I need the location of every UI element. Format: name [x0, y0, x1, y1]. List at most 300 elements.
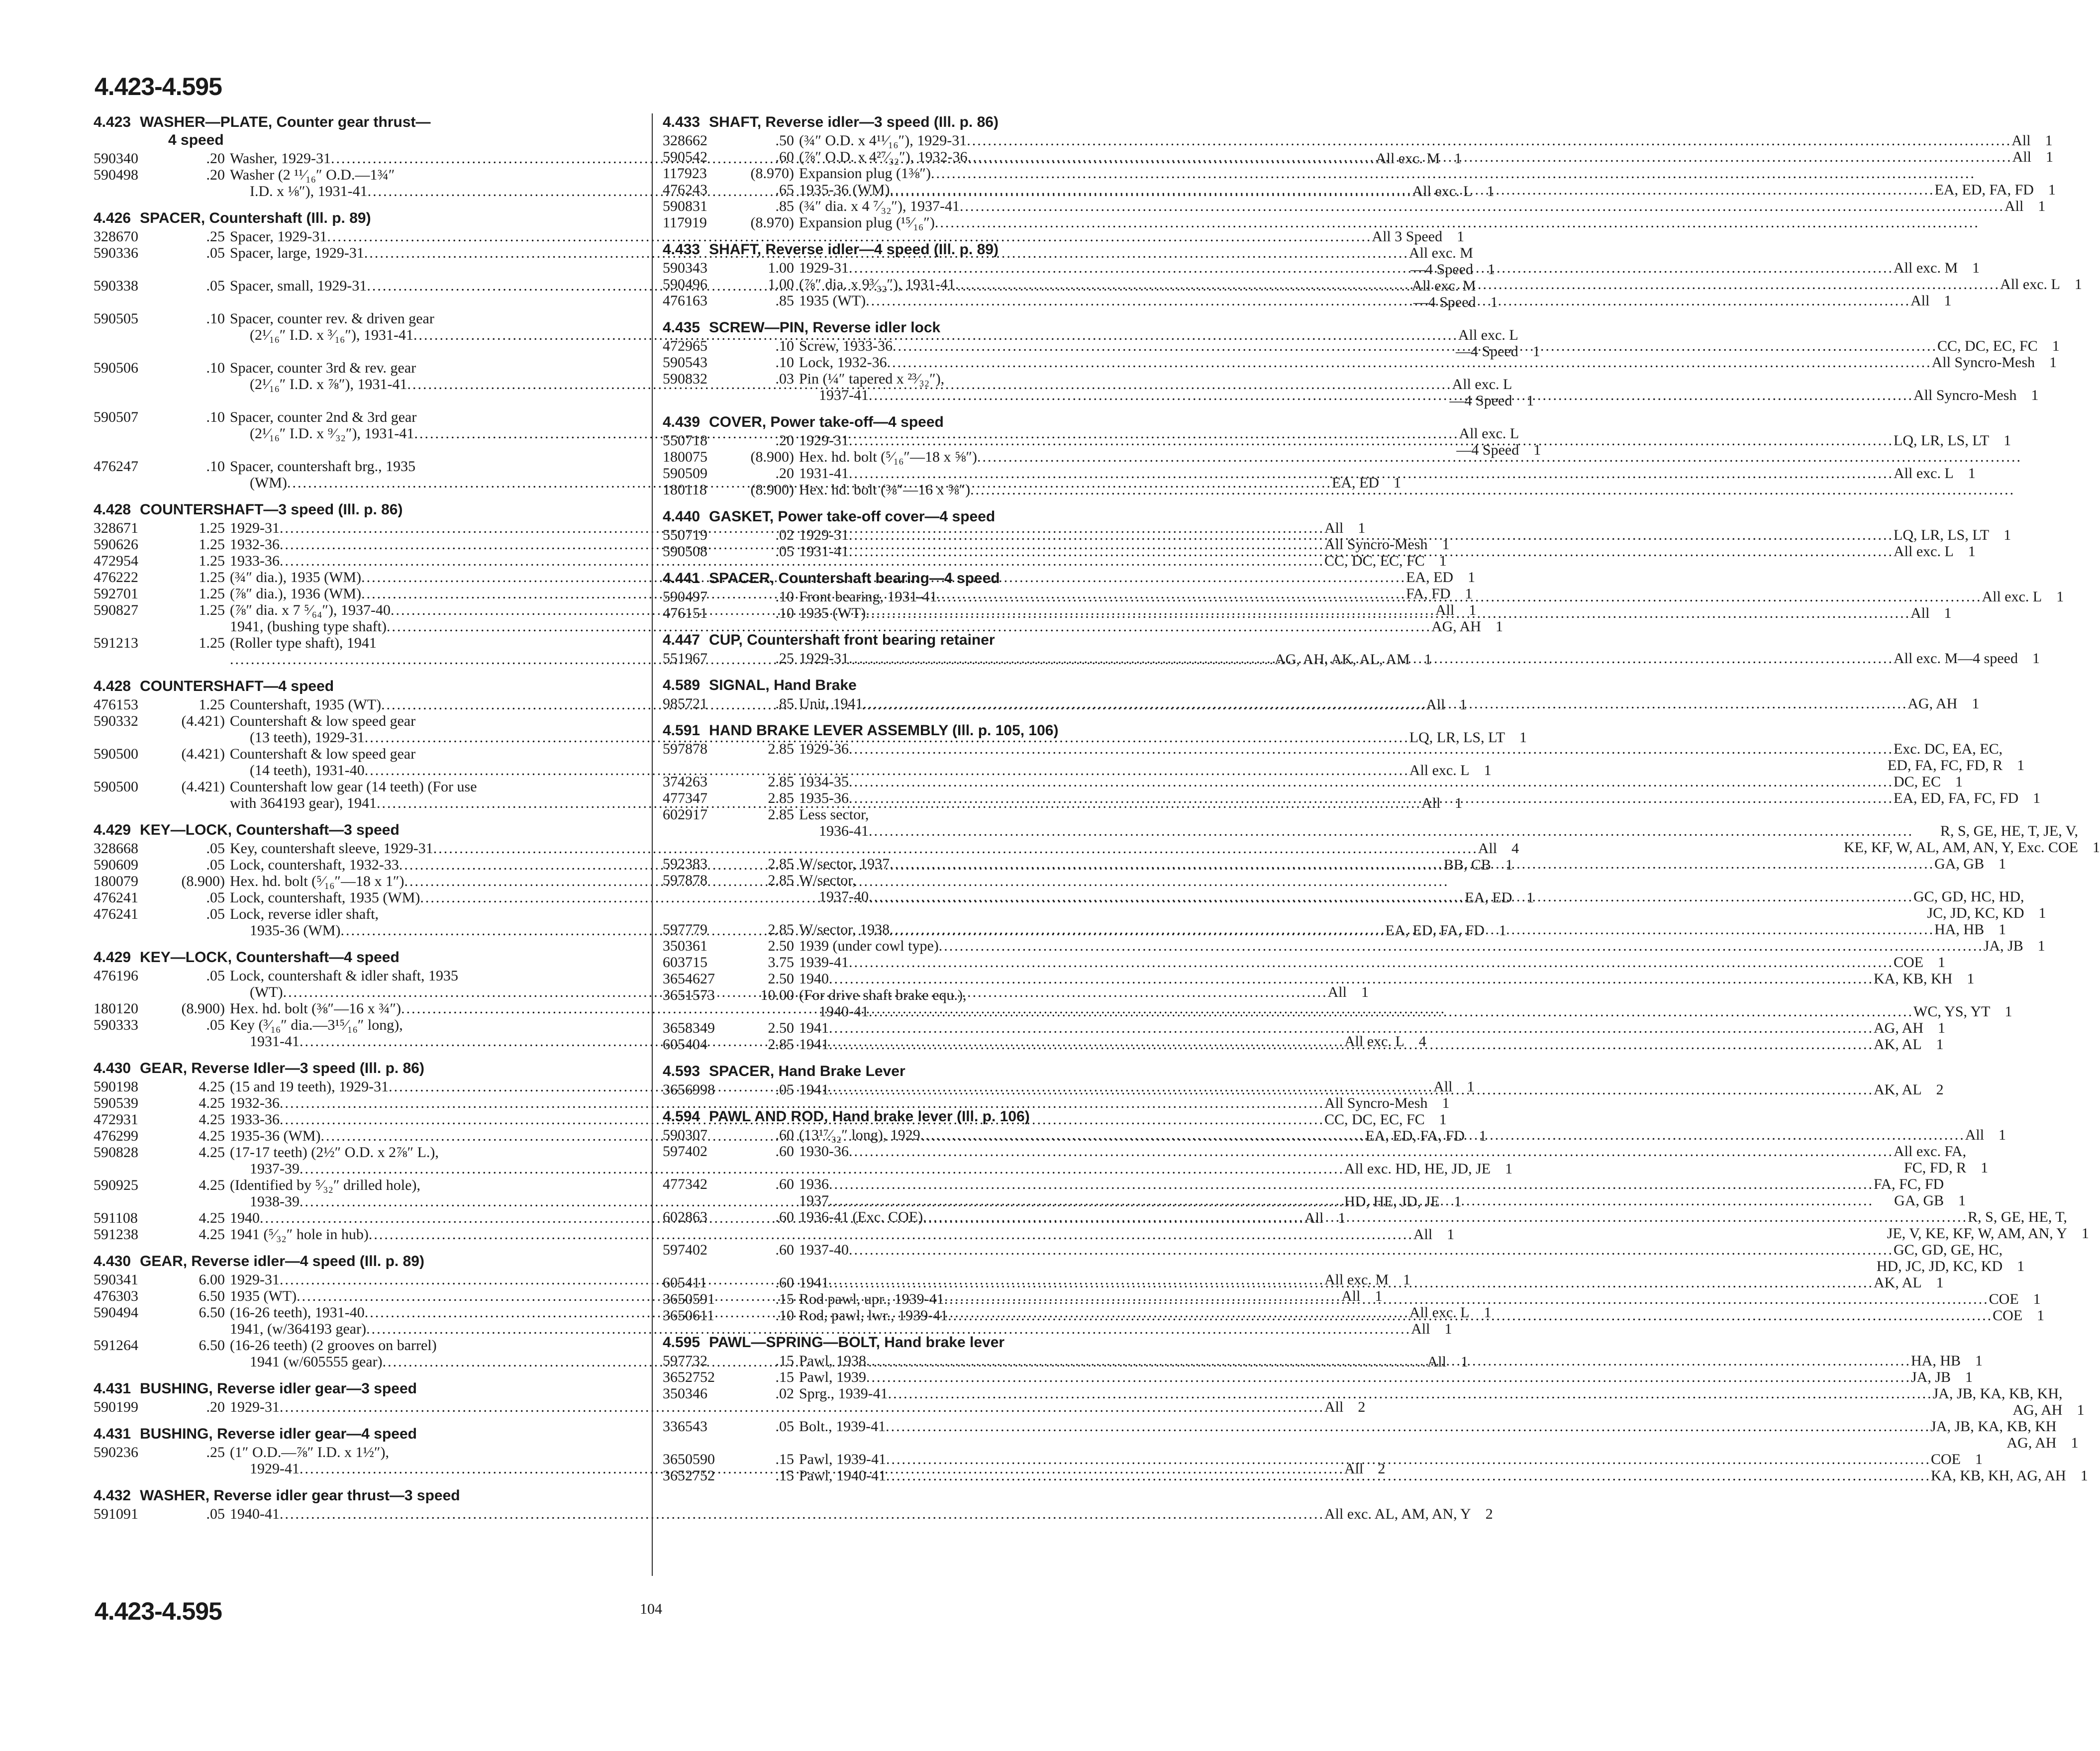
section-heading [663, 319, 1208, 337]
model-applicability: All exc. L [1344, 1033, 1404, 1050]
model-applicability: AG, AH [1907, 695, 1958, 712]
part-quantity: 1 [1403, 1271, 1411, 1288]
part-number: 605404 [663, 1036, 707, 1053]
part-number: 590831 [663, 198, 707, 214]
part-row [94, 228, 1465, 245]
model-applicability: BB, CB [1443, 857, 1491, 873]
model-applicability: DC, EC [1894, 774, 1941, 790]
description-line [799, 695, 1957, 712]
part-price: .03 [775, 371, 794, 387]
leader-dots [937, 588, 1982, 605]
description-line [799, 888, 2024, 905]
model-applicability: HD, HE, JD, JE [1344, 1193, 1440, 1210]
part-number: 550719 [663, 527, 707, 543]
part-price: 10.00 [760, 987, 794, 1003]
part-quantity: 1 [1936, 1036, 1944, 1053]
description-text: 1941 (⁵⁄₃₂″ hole in hub) [230, 1226, 369, 1243]
part-price: .10 [206, 310, 225, 327]
part-price: .10 [775, 605, 794, 621]
section-title: BUSHING, Reverse idler gear—3 speed [140, 1380, 417, 1397]
leader-dots [869, 387, 1913, 403]
description-text: (WT) [250, 984, 283, 1000]
part-row [663, 774, 1963, 790]
description-line [799, 482, 2015, 498]
part-quantity: 4 [1418, 1033, 1426, 1050]
part-description [799, 605, 1929, 621]
part-description [799, 1451, 1961, 1467]
description-line [799, 1451, 1961, 1467]
model-applicability: R, S, GE, HE, T, JE, V, [1940, 823, 2078, 839]
part-quantity: 1 [1519, 729, 1527, 746]
part-description [799, 182, 2034, 198]
section-heading [663, 722, 1208, 740]
section-heading [94, 678, 640, 695]
leader-dots [935, 214, 1980, 231]
section-title: SHAFT, Reverse idler—3 speed (Ill. p. 86) [709, 114, 999, 130]
description-text: 1929-31 [799, 432, 849, 449]
description-line [799, 338, 2038, 354]
part-quantity: 1 [1454, 150, 1462, 167]
part-quantity: 1 [1484, 1304, 1492, 1321]
part-price: .05 [206, 840, 225, 857]
part-quantity: 1 [2038, 198, 2046, 214]
part-quantity: 1 [2003, 527, 2011, 543]
part-row [94, 553, 1447, 569]
description-text: 1930-36 [799, 1143, 849, 1160]
part-price: 4.25 [199, 1111, 225, 1128]
description-text: Less sector, [799, 806, 869, 823]
description-line [799, 432, 1989, 449]
part-quantity: 1 [1944, 292, 1952, 309]
description-text: 1937-40 [819, 888, 869, 905]
part-number: 602863 [663, 1209, 707, 1225]
part-quantity: 1 [1499, 922, 1506, 939]
model-applicability: All exc. HD, HE, JD, JE [1344, 1161, 1491, 1177]
part-description [799, 449, 2022, 465]
model-applicability: EA, ED [1406, 569, 1454, 585]
part-quantity: 1 [1442, 1095, 1450, 1111]
model-applicability: AK, AL [1874, 1274, 1922, 1291]
part-quantity: 1 [1505, 1161, 1513, 1177]
part-price: 1.00 [768, 276, 794, 292]
section-title: PAWL—SPRING—BOLT, Hand brake lever [709, 1334, 1005, 1351]
part-number: 328662 [663, 132, 707, 149]
model-applicability: All exc. L [1412, 183, 1473, 199]
description-text: 1937 [799, 1192, 829, 1209]
leader-dots [955, 276, 2000, 292]
leader-dots [829, 1020, 1874, 1036]
model-applicability: JA, JB [1983, 938, 2023, 954]
description-text: 1933-36 [230, 553, 280, 569]
part-quantity: 1 [2048, 182, 2056, 198]
leader-dots [829, 1274, 1874, 1291]
description-text: Rod, pawl, lwr., 1939-41 [799, 1307, 948, 1324]
description-text: (13 teeth), 1929-31 [250, 729, 365, 746]
part-price: .60 [775, 1242, 794, 1258]
part-price: .60 [775, 149, 794, 165]
part-number: 590496 [663, 276, 707, 292]
part-number: 591213 [94, 635, 138, 651]
part-price: .05 [206, 278, 225, 294]
description-line [799, 1242, 2002, 1258]
section-heading [663, 570, 1208, 587]
part-number: 597402 [663, 1242, 707, 1258]
description-text: 1932-36 [230, 536, 280, 553]
description-line [799, 1192, 1944, 1209]
description-line [799, 1258, 2002, 1274]
description-text: (16-26 teeth), 1931-40 [230, 1304, 365, 1321]
description-text: Washer, 1929-31 [230, 150, 331, 167]
leader-dots [849, 260, 1894, 276]
part-number: 476153 [94, 696, 138, 713]
part-quantity: 1 [2052, 338, 2060, 354]
part-quantity: 1 [1965, 1369, 1973, 1385]
part-quantity: 1 [1468, 569, 1476, 585]
description-line [799, 1020, 1923, 1036]
part-number: 328670 [94, 228, 138, 245]
leader-dots [893, 338, 1937, 354]
description-text: Expansion plug (1⅜″) [799, 165, 931, 182]
part-description [799, 1036, 1922, 1053]
description-text: Pin (¼″ tapered x ²³⁄₃₂″), [799, 371, 945, 387]
leader-dots [970, 482, 2015, 498]
description-text: Countershaft, 1935 (WT) [230, 696, 382, 713]
part-number: 591238 [94, 1226, 138, 1243]
description-text: 1929-31 [799, 650, 849, 667]
leader-dots [849, 774, 1894, 790]
model-applicability: COE [1894, 954, 1923, 971]
part-price: (4.421) [181, 746, 225, 762]
part-number: 328671 [94, 520, 138, 536]
part-description [799, 338, 2038, 354]
model-applicability: CC, DC, EC, FC [1937, 338, 2038, 354]
column-divider [652, 113, 653, 1576]
part-price: .20 [206, 150, 225, 167]
description-text: 1940 [230, 1210, 260, 1226]
description-text: (¾″ dia.), 1935 (WM) [230, 569, 362, 585]
description-text: W/sector, 1938 [799, 921, 890, 938]
part-row [663, 132, 2053, 149]
leader-dots [866, 1369, 1911, 1385]
part-price: 4.25 [199, 1078, 225, 1095]
description-text: (WM) [250, 475, 287, 491]
section-title: GEAR, Reverse Idler—3 speed (Ill. p. 86) [140, 1060, 424, 1076]
part-number: 180120 [94, 1000, 138, 1017]
part-number: 590336 [94, 245, 138, 261]
part-quantity: 1 [1958, 1192, 1966, 1209]
model-applicability: All Syncro-Mesh [1913, 387, 2017, 403]
part-quantity: 4 [1511, 840, 1519, 857]
part-row [94, 1000, 640, 1017]
description-text: (2¹⁄₁₆″ I.D. x ⅞″), 1931-41 [250, 376, 407, 392]
part-number: 590543 [663, 354, 707, 371]
model-applicability: All exc. L [2000, 276, 2060, 292]
part-quantity: 1 [1442, 536, 1450, 553]
description-line [799, 387, 2016, 403]
part-number: 590341 [94, 1271, 138, 1288]
model-applicability: EA, ED [1331, 475, 1379, 491]
model-applicability: FA, FC, FD [1874, 1176, 1944, 1192]
part-quantity: 1 [1439, 1111, 1447, 1128]
model-applicability: WC, YS, YT [1913, 1003, 1991, 1020]
part-price: 1.25 [199, 635, 225, 651]
part-description [799, 214, 1980, 231]
part-price: .05 [206, 857, 225, 873]
description-text: Pawl, 1939 [799, 1369, 866, 1385]
part-number: 476299 [94, 1128, 138, 1144]
part-quantity: 2 [1485, 1506, 1493, 1522]
description-line [799, 905, 2024, 921]
section-title: COUNTERSHAFT—3 speed (Ill. p. 86) [140, 501, 403, 518]
description-text: Key, countershaft sleeve, 1929-31 [230, 840, 433, 857]
part-price: .05 [206, 968, 225, 984]
part-quantity: 1 [2017, 1258, 2025, 1274]
part-description [799, 987, 1990, 1020]
description-text: 1935 (WT) [799, 605, 866, 621]
part-description [799, 695, 1957, 712]
part-quantity: 1 [1457, 228, 1465, 245]
section-title: PAWL AND ROD, Hand brake lever (Ill. p. 106) [709, 1108, 1030, 1125]
section-heading [94, 1425, 640, 1443]
part-price: 6.00 [199, 1271, 225, 1288]
section-number: 4.432 [94, 1487, 131, 1504]
model-applicability: Exc. DC, EA, EC, [1894, 741, 2003, 757]
section-title: WASHER, Reverse idler gear thrust—3 speed [140, 1487, 460, 1504]
section-heading [94, 1487, 640, 1505]
part-number: 590539 [94, 1095, 138, 1111]
part-number: 476222 [94, 569, 138, 585]
part-price: .05 [775, 1081, 794, 1098]
description-line [799, 872, 2024, 888]
model-applicability: —4 Speed [1455, 343, 1518, 360]
part-number: 590542 [663, 149, 707, 165]
section-title: CUP, Countershaft front bearing retainer [709, 632, 995, 648]
leader-dots [849, 790, 1894, 806]
part-number: 180118 [663, 482, 707, 498]
model-applicability: All Syncro-Mesh [1324, 1095, 1428, 1111]
leader-dots [869, 823, 1940, 839]
model-applicability: FC, FD, R [1904, 1160, 1967, 1176]
description-line [799, 276, 2060, 292]
description-text: (16-26 teeth) (2 grooves on barrel) [230, 1337, 437, 1354]
section-heading [94, 821, 640, 839]
part-price: .10 [775, 338, 794, 354]
model-applicability: LQ, LR, LS, LT [1409, 729, 1505, 746]
part-price: (8.900) [181, 873, 225, 889]
part-number: 597402 [663, 1143, 707, 1160]
part-price: .10 [206, 458, 225, 475]
description-text: Spacer, counter 2nd & 3rd gear [230, 409, 417, 425]
part-number: 590509 [663, 465, 707, 482]
description-text: Spacer, small, 1929-31 [230, 278, 367, 294]
description-text: (¾″ dia. x 4 ⁷⁄₃₂″), 1937-41 [799, 198, 960, 214]
part-price: (4.421) [181, 713, 225, 729]
part-quantity: 1 [1505, 857, 1513, 873]
section-heading [663, 1063, 1208, 1080]
leader-dots [920, 1127, 1965, 1143]
model-applicability: JA, JB, KA, KB, KH [1930, 1418, 2057, 1435]
description-line [799, 165, 1976, 182]
part-description [799, 1020, 1923, 1036]
leader-dots [888, 1385, 1933, 1402]
part-price: 6.50 [199, 1288, 225, 1304]
description-line [799, 588, 2042, 605]
part-price: 3.75 [768, 954, 794, 971]
section-heading [663, 1334, 1208, 1352]
page-header: 4.423-4.595 [95, 73, 222, 100]
part-number: 605411 [663, 1274, 707, 1291]
part-quantity: 1 [1967, 971, 1975, 987]
part-price: 2.85 [768, 806, 794, 823]
model-applicability: HA, HB [1911, 1353, 1961, 1369]
part-number: 350346 [663, 1385, 707, 1402]
part-quantity: 1 [2045, 132, 2053, 149]
section-number: 4.428 [94, 501, 131, 518]
part-price: .15 [775, 1451, 794, 1467]
part-price: .05 [206, 906, 225, 922]
description-text: 1931-41 [799, 543, 849, 560]
description-line [799, 1402, 2062, 1418]
part-number: 602917 [663, 806, 707, 823]
part-quantity: 1 [1479, 1128, 1487, 1144]
part-quantity: 1 [2092, 839, 2100, 856]
description-text: Spacer, 1929-31 [230, 228, 327, 245]
description-line [799, 354, 2035, 371]
model-applicability: All Syncro-Mesh [1931, 354, 2035, 371]
part-price: 2.85 [768, 790, 794, 806]
part-quantity: 1 [2080, 1467, 2088, 1484]
part-row [663, 971, 1975, 987]
part-description [799, 938, 2023, 954]
section-title: GASKET, Power take-off cover—4 speed [709, 508, 996, 525]
model-applicability: GA, GB [1934, 856, 1985, 872]
description-line [799, 1274, 1922, 1291]
part-price: 2.50 [768, 1020, 794, 1036]
part-price: .20 [206, 1399, 225, 1415]
section-number: 4.433 [663, 114, 700, 130]
part-quantity: 1 [2033, 1291, 2041, 1307]
part-price: .50 [775, 132, 794, 149]
description-text: 1929-31 [230, 1271, 280, 1288]
description-text: Hex. hd. bolt (⁵⁄₁₆″—18 x ⅝″) [799, 449, 978, 465]
part-number: 476241 [94, 906, 138, 922]
description-text: 1940 [799, 971, 829, 987]
part-quantity: 1 [1495, 618, 1503, 635]
part-price: .60 [775, 1127, 794, 1143]
part-quantity: 1 [1968, 465, 1976, 482]
description-text: Pawl, 1940-41 [799, 1467, 886, 1484]
leader-dots [886, 1451, 1931, 1467]
part-number: 551967 [663, 650, 707, 667]
leader-dots [890, 921, 1934, 938]
part-price: .85 [775, 292, 794, 309]
part-number: 597878 [663, 741, 707, 757]
part-number: 590500 [94, 746, 138, 762]
part-price: .05 [206, 245, 225, 261]
description-line [799, 527, 1989, 543]
description-text: Countershaft & low speed gear [230, 713, 416, 729]
model-applicability: KA, KB, KH, AG, AH [1931, 1467, 2066, 1484]
description-line [799, 543, 1954, 560]
part-number: 336543 [663, 1418, 707, 1435]
part-description [799, 260, 1958, 276]
leader-dots [939, 938, 1984, 954]
leader-dots [869, 1003, 1913, 1020]
part-description [799, 1307, 2022, 1324]
description-text: W/sector, 1937 [799, 856, 890, 872]
description-text: 1935-36 (WM) [230, 1128, 321, 1144]
leader-dots [944, 1291, 1989, 1307]
model-applicability: All exc. L [1458, 327, 1518, 343]
part-description [799, 806, 2078, 856]
part-price: .05 [206, 889, 225, 906]
description-line [799, 774, 1941, 790]
model-applicability: GC, GD, GE, HC, [1894, 1242, 2003, 1258]
model-applicability: LQ, LR, LS, LT [1894, 432, 1990, 449]
leader-dots [866, 292, 1910, 309]
section-heading [663, 241, 1208, 259]
part-number: 3650611 [663, 1307, 714, 1324]
part-number: 597779 [663, 921, 707, 938]
part-number: 590828 [94, 1144, 138, 1161]
description-text: 1929-31 [799, 260, 849, 276]
part-number: 328668 [94, 840, 138, 857]
leader-dots [866, 1353, 1911, 1369]
section-number: 4.433 [663, 241, 700, 258]
model-applicability: LQ, LR, LS, LT [1894, 527, 1990, 543]
section-number: 4.593 [663, 1063, 700, 1079]
part-number: 597878 [663, 872, 707, 888]
part-number: 590508 [663, 543, 707, 560]
description-text: 1935-36 (WM) [250, 922, 341, 939]
model-applicability: JC, JD, KC, KD [1927, 905, 2024, 921]
part-price: 4.25 [199, 1177, 225, 1193]
part-quantity: 1 [1944, 605, 1952, 621]
leader-dots [948, 1307, 1993, 1324]
leader-dots [849, 741, 1894, 757]
part-number: 476303 [94, 1288, 138, 1304]
part-price: 2.50 [768, 938, 794, 954]
leader-dots [890, 182, 1934, 198]
part-description [799, 921, 1984, 938]
model-applicability: COE [1931, 1451, 1961, 1467]
part-description [799, 1143, 1966, 1176]
part-price: 1.25 [199, 602, 225, 618]
part-description [799, 856, 1984, 872]
part-quantity: 1 [1999, 1127, 2006, 1143]
leader-dots [968, 149, 2012, 165]
part-quantity: 1 [1338, 1210, 1346, 1226]
section-title: SIGNAL, Hand Brake [709, 677, 857, 693]
part-quantity: 1 [1975, 1451, 1983, 1467]
leader-dots [863, 695, 1907, 712]
part-description [799, 132, 2031, 149]
description-line [799, 132, 2031, 149]
part-number: 3652752 [663, 1369, 715, 1385]
model-applicability: All exc. L [1459, 425, 1519, 442]
part-price: 2.85 [768, 741, 794, 757]
part-number: 180075 [663, 449, 707, 465]
model-applicability: —4 Speed [1410, 261, 1473, 278]
part-number: 590498 [94, 167, 138, 183]
part-number: 590506 [94, 360, 138, 376]
part-description [799, 371, 2016, 403]
part-price: (8.900) [181, 1000, 225, 1017]
part-number: 590198 [94, 1078, 138, 1095]
part-quantity: 1 [1487, 183, 1495, 199]
part-price: 4.25 [199, 1226, 225, 1243]
part-number: 477347 [663, 790, 707, 806]
